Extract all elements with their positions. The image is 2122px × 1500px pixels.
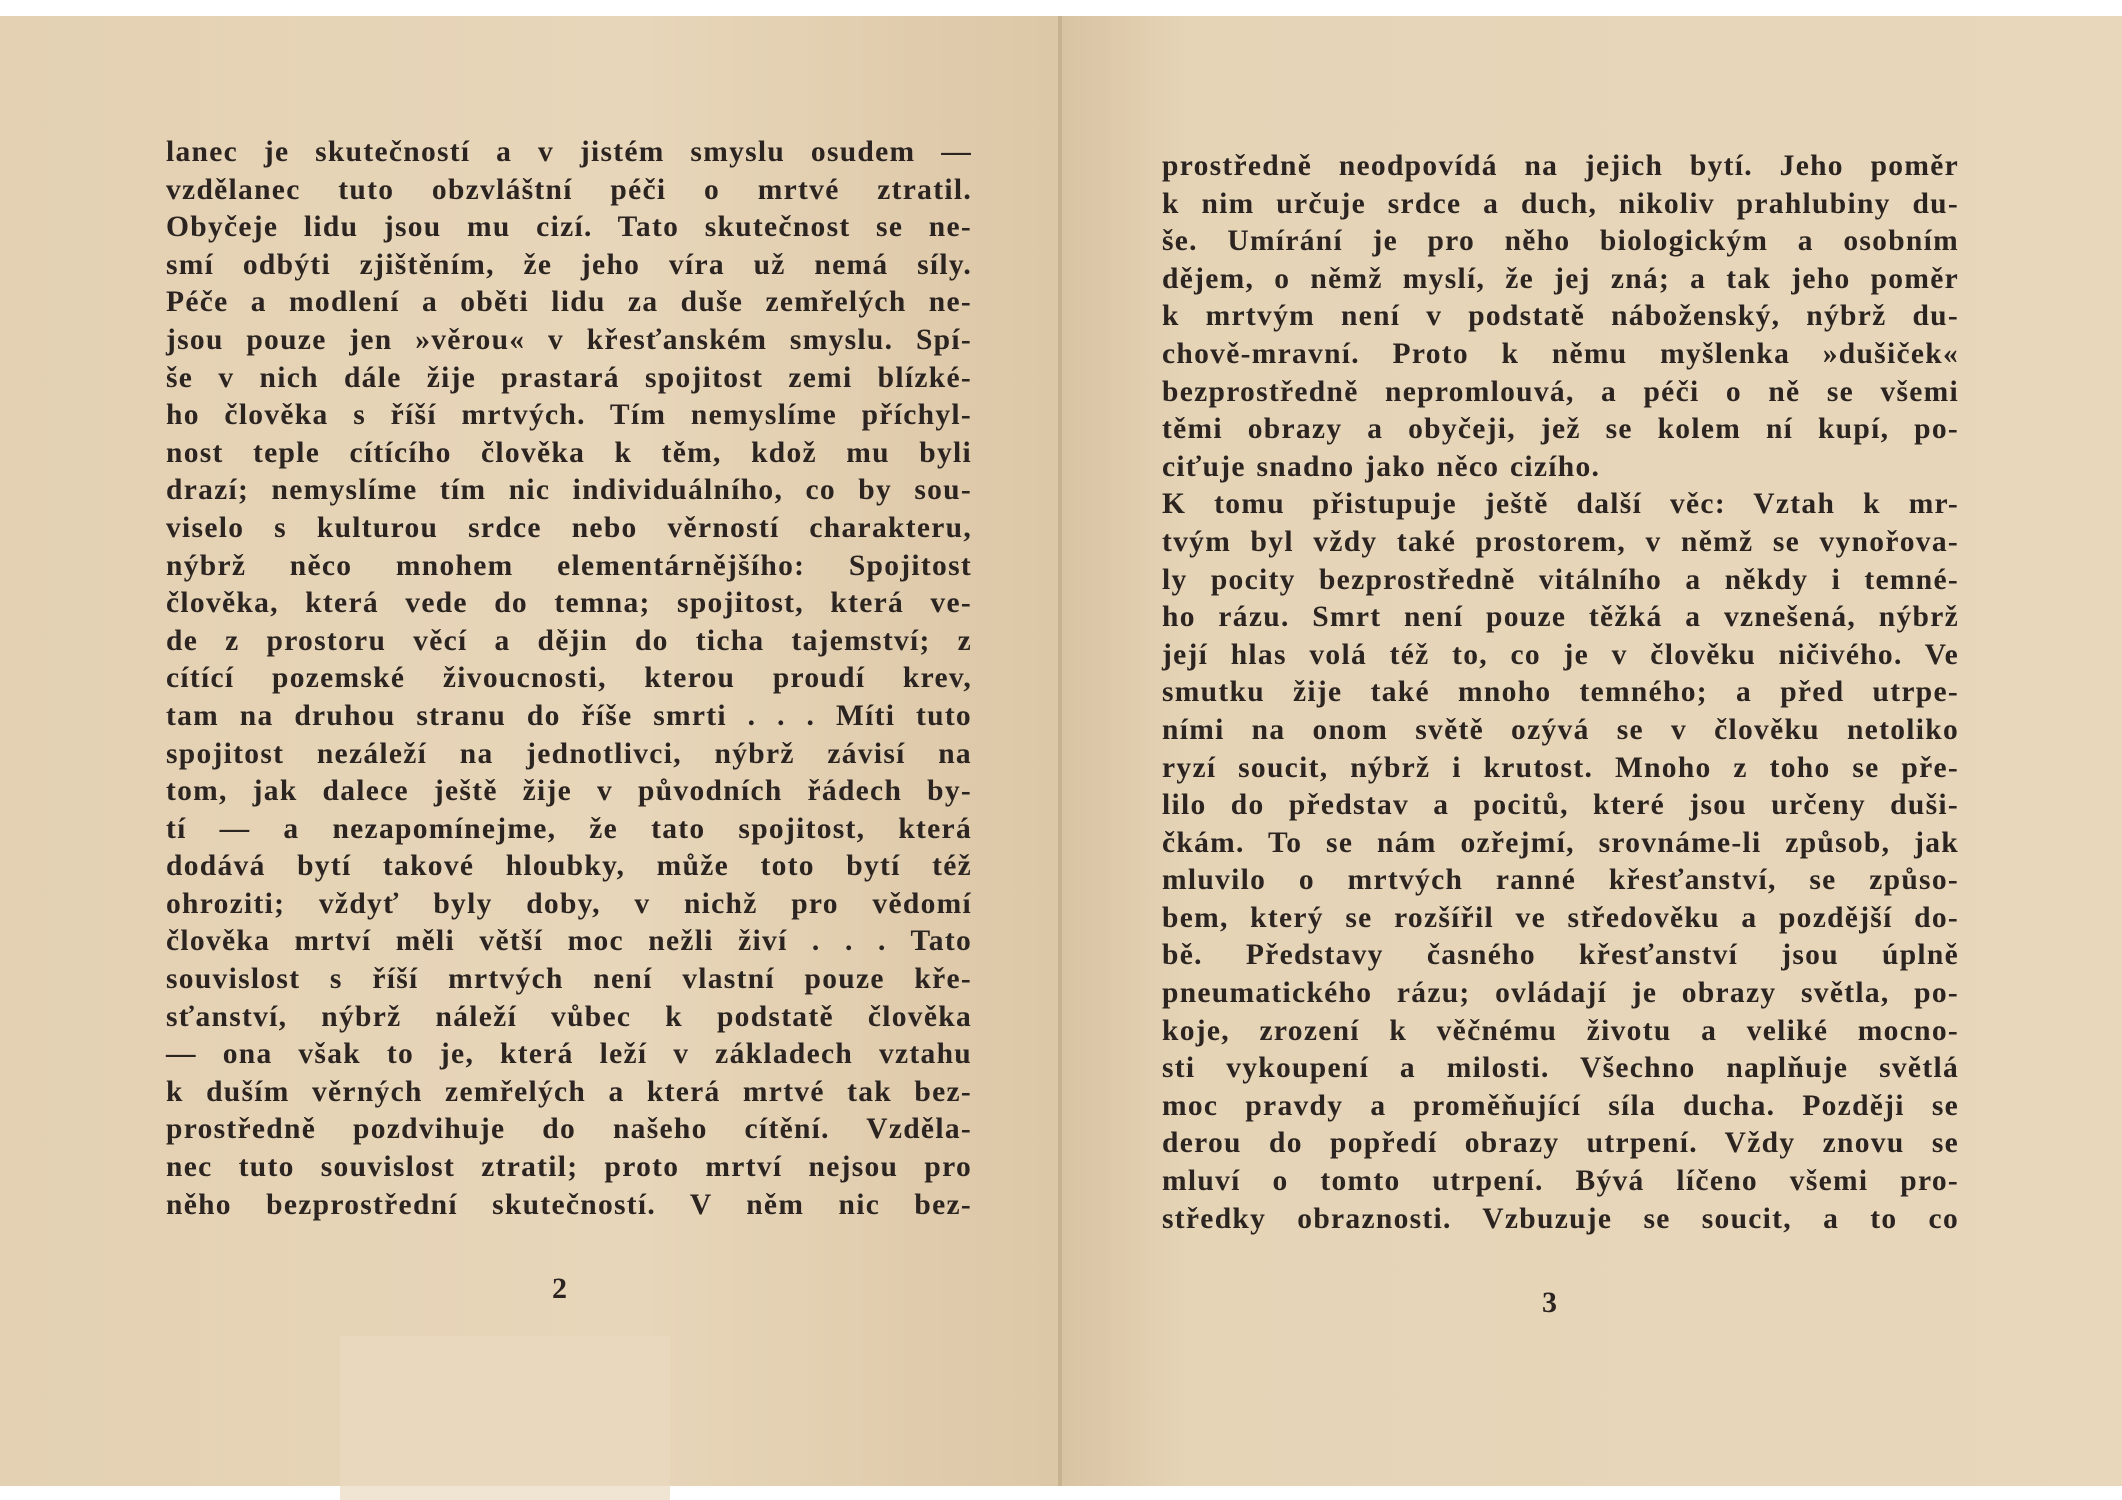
left-page-text [166,134,972,1224]
text-line: smutku žije také mnoho temného; a před utrpe- [1162,676,1959,709]
text-line: cítící pozemské živoucnosti, kterou proudí krev, [166,662,972,695]
text-line: ho rázu. Smrt není pouze těžká a vznešená, nýbrž [1162,601,1959,634]
text-line: chově-mravní. Proto k němu myšlenka »dušiček« [1162,337,1959,370]
text-line: Péče a modlení a oběti lidu za duše zemřelých ne- [166,286,972,319]
text-line: bem, který se rozšířil ve středověku a pozdější do- [1162,901,1959,934]
text-line: ho člověka s říší mrtvých. Tím nemyslíme příchyl- [166,399,972,432]
text-line: prostředně pozdvihuje do našeho cítění. Vzděla- [166,1113,972,1146]
text-line: bezprostředně nepromlouvá, a péči o ně se všemi [1162,375,1959,408]
text-line: pneumatického rázu; ovládají je obrazy světla, po- [1162,977,1959,1010]
text-line: viselo s kulturou srdce nebo věrností charakteru, [166,511,972,544]
text-line: jsou pouze jen »věrou« v křesťanském smyslu. Spí- [166,323,972,356]
text-line: še. Umírání je pro něho biologickým a osobním [1162,225,1959,258]
text-line: smí odbýti zjištěním, že jeho víra už nemá síly. [166,248,972,281]
text-line: še v nich dále žije prastará spojitost zemi blízké- [166,361,972,394]
text-line: ními na onom světě ozývá se v člověku netoliko [1162,713,1959,746]
text-line: k mrtvým není v podstatě náboženský, nýbrž du- [1162,300,1959,333]
text-line: — ona však to je, která leží v základech vztahu [166,1038,972,1071]
text-line: člověka, která vede do temna; spojitost, která ve- [166,587,972,620]
text-line: nec tuto souvislost ztratil; proto mrtví nejsou pro [166,1151,972,1184]
text-line: spojitost nezáleží na jednotlivci, nýbrž závisí na [166,737,972,770]
text-line: souvislost s říší mrtvých není vlastní pouze kře- [166,963,972,996]
text-line: ly pocity bezprostředně vitálního a někdy i temné- [1162,563,1959,596]
text-line: derou do popředí obrazy utrpení. Vždy znovu se [1162,1127,1959,1160]
text-line: moc pravdy a proměňující síla ducha. Později se [1162,1089,1959,1122]
text-line: k duším věrných zemřelých a která mrtvé tak bez- [166,1075,972,1108]
text-line: nost teple cítícího člověka k těm, kdož mu byli [166,436,972,469]
text-line: člověka mrtví měli větší moc nežli živí . . . Tato [166,925,972,958]
text-line: drazí; nemyslíme tím nic individuálního, co by sou- [166,474,972,507]
text-line: lanec je skutečností a v jistém smyslu osudem — [166,136,972,168]
text-line: tí — a nezapomínejme, že tato spojitost, která [166,812,972,845]
text-line: de z prostoru věcí a dějin do ticha tajemství; z [166,624,972,657]
text-line: nýbrž něco mnohem elementárnějšího: Spojitost [166,549,972,582]
paper-patch [340,1336,670,1500]
text-line: ryzí soucit, nýbrž i krutost. Mnoho z toho se pře- [1162,751,1959,784]
text-line: tom, jak dalece ještě žije v původních řádech by- [166,775,972,808]
text-line: dějem, o němž myslí, že jej zná; a tak jeho poměr [1162,262,1959,295]
text-line: vzdělanec tuto obzvláštní péči o mrtvé ztratil. [166,173,972,206]
text-line: K tomu přistupuje ještě další věc: Vztah k mr- [1162,488,1959,521]
text-line: mluví o tomto utrpení. Bývá líčeno všemi pro- [1162,1165,1959,1198]
text-line: tam na druhou stranu do říše smrti . . . Míti tuto [166,699,972,732]
page-number-left: 2 [552,1272,567,1305]
text-line: ciťuje snadno jako něco cizího. [1162,450,1601,483]
text-line: lilo do představ a pocitů, které jsou určeny duši- [1162,789,1959,822]
text-line: koje, zrození k věčnému životu a veliké mocno- [1162,1014,1959,1047]
text-line: těmi obrazy a obyčeji, jež se kolem ní kupí, po- [1162,413,1959,446]
text-line: bě. Představy časného křesťanství jsou úplně [1162,939,1959,972]
text-line: něho bezprostřední skutečností. V něm nic bez- [166,1188,972,1221]
right-page-text [1162,148,1959,1238]
text-line: Obyčeje lidu jsou mu cizí. Tato skutečnost se ne- [166,211,972,244]
text-line: dodává bytí takové hloubky, může toto bytí též [166,850,972,883]
text-line: ohroziti; vždyť byly doby, v nichž pro vědomí [166,887,972,920]
text-line: sti vykoupení a milosti. Všechno naplňuje světlá [1162,1052,1959,1085]
text-line: středky obraznosti. Vzbuzuje se soucit, a to co [1162,1202,1959,1235]
text-line: sťanství, nýbrž náleží vůbec k podstatě člověka [166,1000,972,1033]
text-line: tvým byl vždy také prostorem, v němž se vynořova- [1162,525,1959,558]
page-number-right: 3 [1542,1286,1557,1319]
text-line: k nim určuje srdce a duch, nikoliv prahlubiny du- [1162,187,1959,220]
text-line: její hlas volá též to, co je v člověku ničivého. Ve [1162,638,1959,671]
text-line: mluvilo o mrtvých ranné křesťanství, se způso- [1162,864,1959,897]
text-line: prostředně neodpovídá na jejich bytí. Jeho poměr [1162,150,1959,182]
text-line: čkám. To se nám ozřejmí, srovnáme-li způsob, jak [1162,826,1959,859]
